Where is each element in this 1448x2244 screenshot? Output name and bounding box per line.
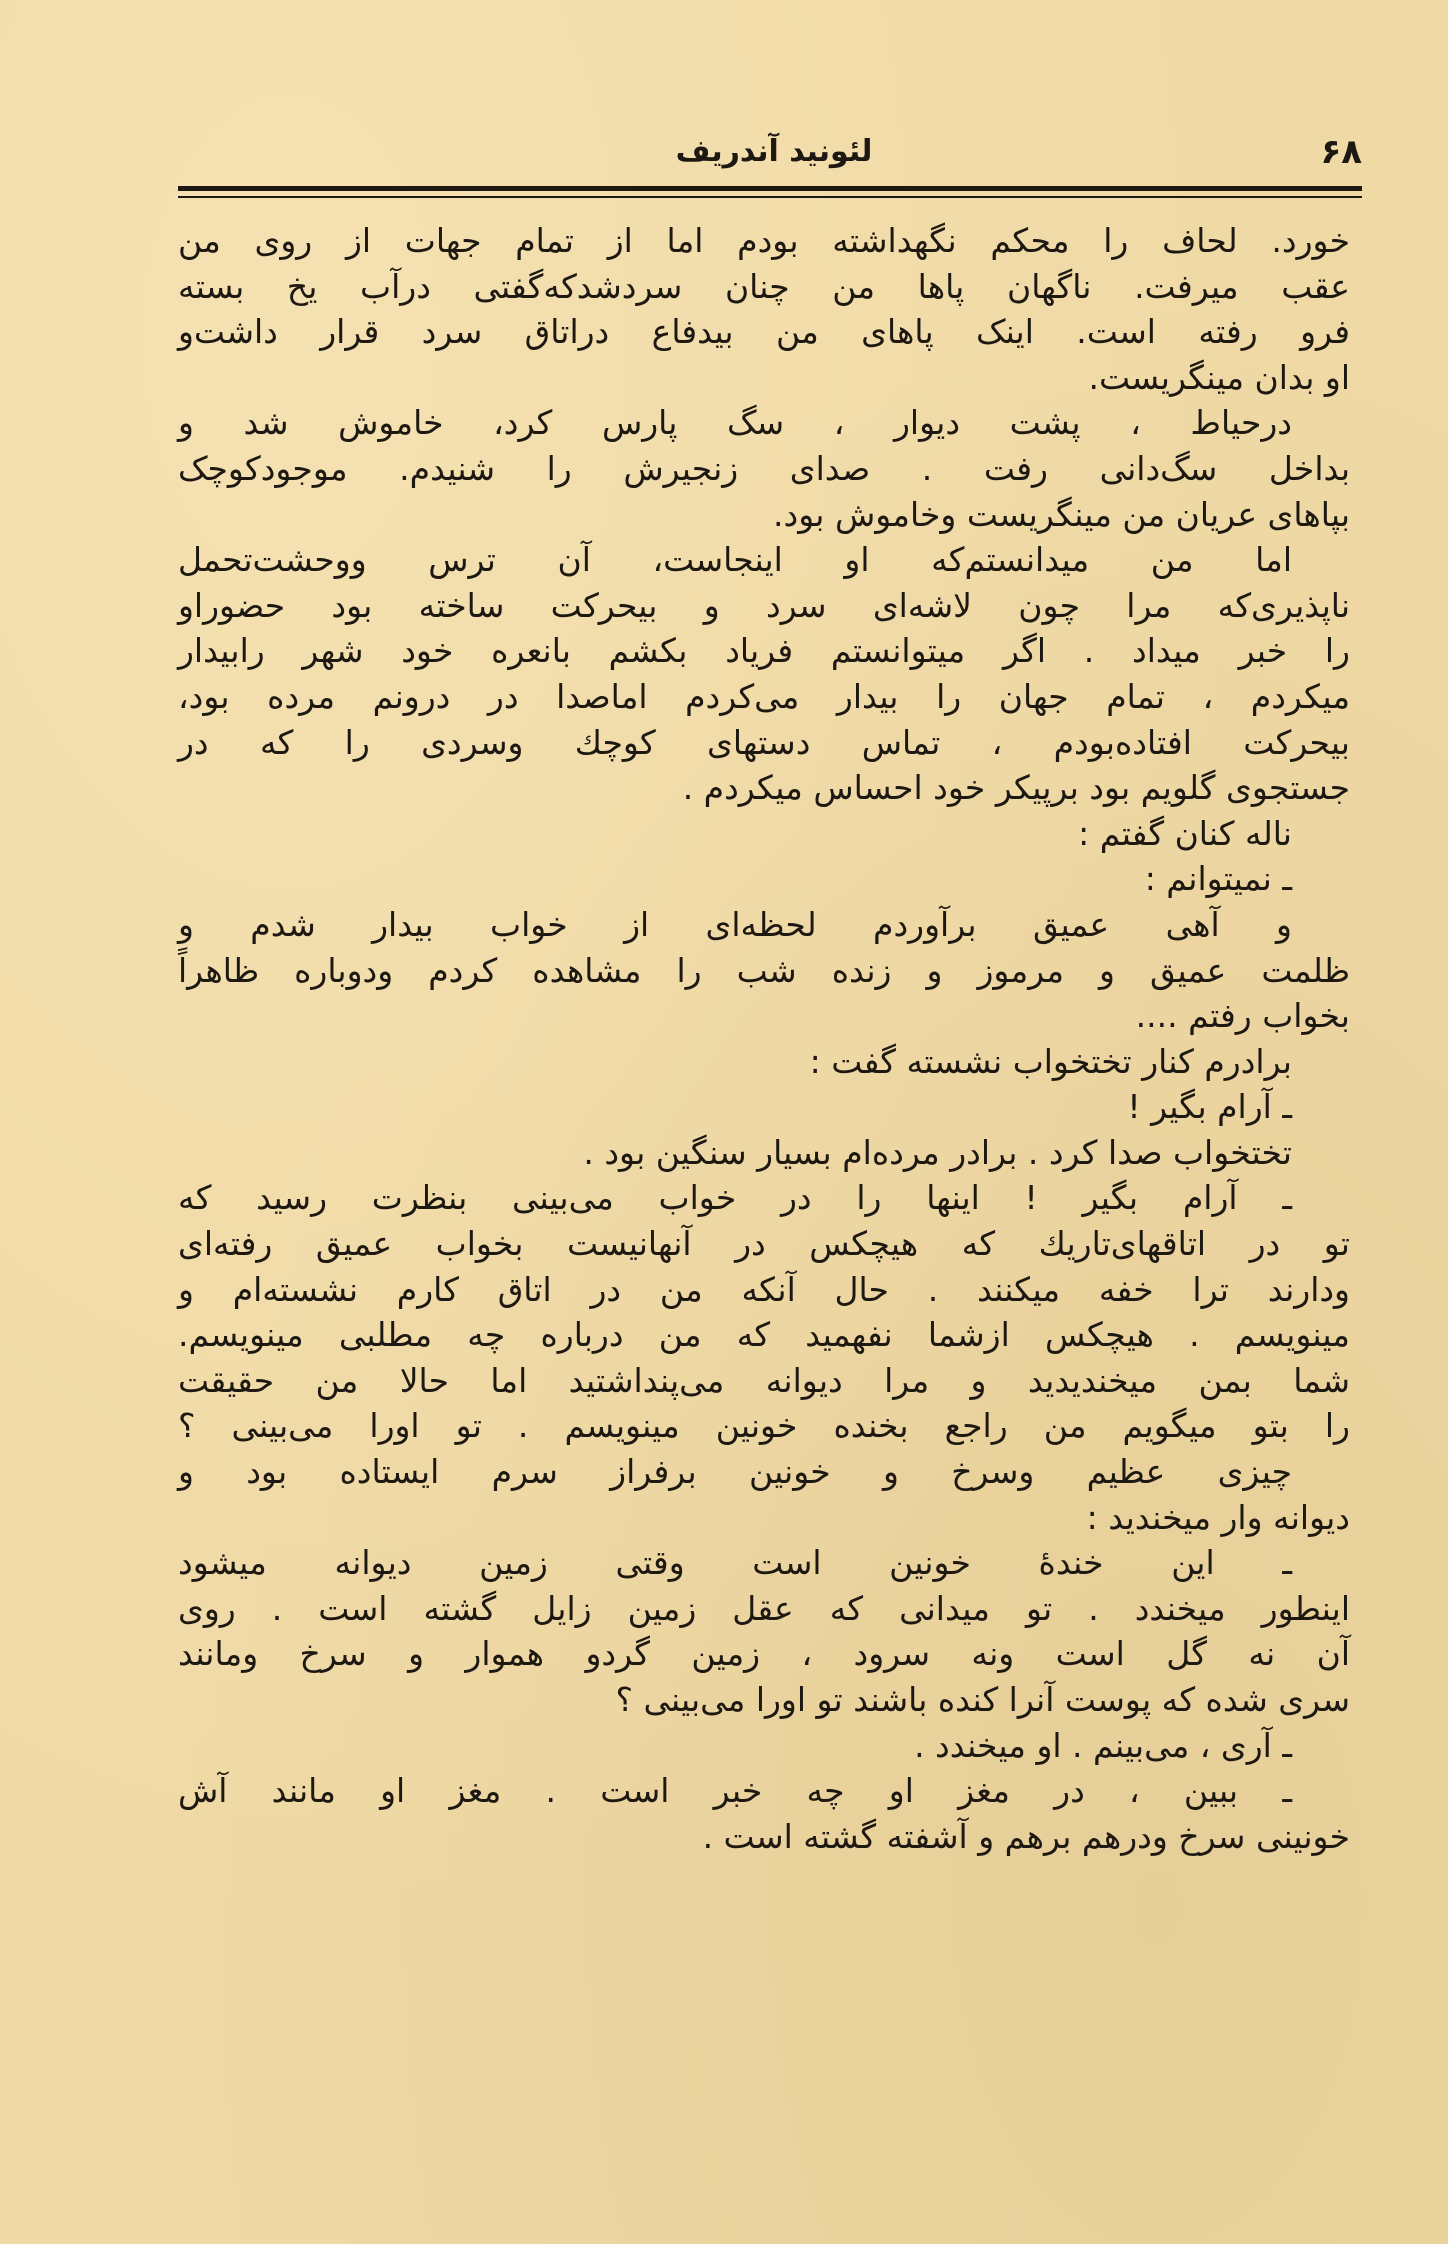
text-line: عقب میرفت. ناگهان پاها من چنان سردشدکه‌گفتی درآب یخ بسته: [178, 266, 1350, 306]
text-line: درحیاط ، پشت دیوار ، سگ پارس کرد، خاموش شد و: [178, 403, 1292, 443]
text-line: ـ آرام بگیر ! اینها را در خواب می‌بینی بنظرت رسید که: [178, 1178, 1292, 1218]
text-line: فرو رفته است. اینک پاهای من بیدفاع دراتاق سرد قرار داشت‌و: [178, 312, 1350, 352]
text-line: چیزی عظیم وسرخ و خونین برفراز سرم ایستاده بود و: [178, 1452, 1292, 1492]
text-line: مینویسم . هیچکس ازشما نفهمید که من درباره چه مطلبی مینویسم.: [178, 1315, 1350, 1355]
text-line: را بتو میگویم من راجع بخنده خونین مینویسم . تو اورا می‌بینی ؟: [178, 1406, 1350, 1446]
page-number: ۶۸: [1320, 132, 1362, 172]
text-line: بپاهای عریان من مینگریست وخاموش بود.: [773, 494, 1350, 534]
text-line: خونینی سرخ ودرهم برهم و آشفته گشته است .: [702, 1816, 1350, 1856]
page-header: [186, 132, 1362, 182]
text-line: تختخواب صدا کرد . برادر مرده‌ام بسیار سنگین بود .: [583, 1132, 1292, 1172]
header-rule-thick: [178, 186, 1362, 191]
text-line: سری شده که پوست آنرا کنده باشند تو اورا می‌بینی ؟: [615, 1680, 1350, 1719]
text-line: جستجوی گلویم بود برپیکر خود احساس میکردم .: [682, 768, 1350, 808]
text-line: خورد. لحاف را محکم نگهداشته بودم اما از تمام جهات از روی من: [178, 221, 1350, 260]
text-line: ناله کنان گفتم :: [1078, 813, 1292, 853]
text-line: برادرم کنار تختخواب نشسته گفت :: [809, 1041, 1292, 1081]
text-line: بداخل سگ‌دانی رفت . صدای زنجیرش را شنیدم. موجودکوچک: [178, 448, 1350, 488]
text-line: اما من میدانستم‌که او اینجاست، آن ترس ووحشت‌تحمل: [178, 540, 1292, 580]
text-line: ودارند ترا خفه میکنند . حال آنکه من در اتاق کارم نشسته‌ام و: [178, 1269, 1350, 1309]
body-text: [178, 218, 1350, 1859]
text-line: او بدان مینگریست.: [1088, 357, 1350, 397]
text-line: ظلمت عمیق و مرموز و زنده شب را مشاهده کردم ودوباره ظاهراً: [178, 950, 1350, 990]
text-line: بخواب رفتم ....: [1135, 996, 1350, 1036]
text-line: ـ این خندهٔ خونین است وقتی زمین دیوانه میشود: [178, 1543, 1292, 1583]
text-line: بیحرکت افتاده‌بودم ، تماس دستهای کوچك وسردی را که در: [178, 722, 1350, 762]
text-line: تو در اتاقهای‌تاریك که هیچکس در آنهانیست بخواب عمیق رفته‌ای: [178, 1224, 1350, 1264]
text-line: ـ آرام بگیر !: [1127, 1087, 1292, 1127]
text-line: شما بمن میخندیدید و مرا دیوانه می‌پنداشتید اما حالا من حقیقت: [178, 1360, 1350, 1400]
text-line: و آهی عمیق برآوردم لحظه‌ای از خواب بیدار شدم و: [178, 904, 1292, 944]
text-line: ـ آری ، می‌بینم . او میخندد .: [914, 1725, 1292, 1765]
text-line: را خبر میداد . اگر میتوانستم فریاد بکشم بانعره خود شهر رابیدار: [178, 631, 1350, 671]
text-line: ناپذیری‌که مرا چون لاشه‌ای سرد و بیحرکت ساخته بود حضوراو: [178, 585, 1350, 625]
text-line: ـ نمیتوانم :: [1144, 859, 1292, 899]
text-line: اینطور میخندد . تو میدانی که عقل زمین زایل گشته است . روی: [178, 1588, 1350, 1628]
text-line: دیوانه وار میخندید :: [1086, 1497, 1350, 1537]
text-line: ـ ببین ، در مغز او چه خبر است . مغز او مانند آش: [178, 1771, 1292, 1811]
running-title: لئونید آندریف: [675, 134, 873, 169]
header-rule-thin: [178, 196, 1362, 198]
text-line: میکردم ، تمام جهان را بیدار می‌کردم اماصدا در درونم مرده بود،: [178, 676, 1350, 716]
text-line: آن نه گل است ونه سرود ، زمین گردو هموار و سرخ ومانند: [178, 1634, 1350, 1674]
